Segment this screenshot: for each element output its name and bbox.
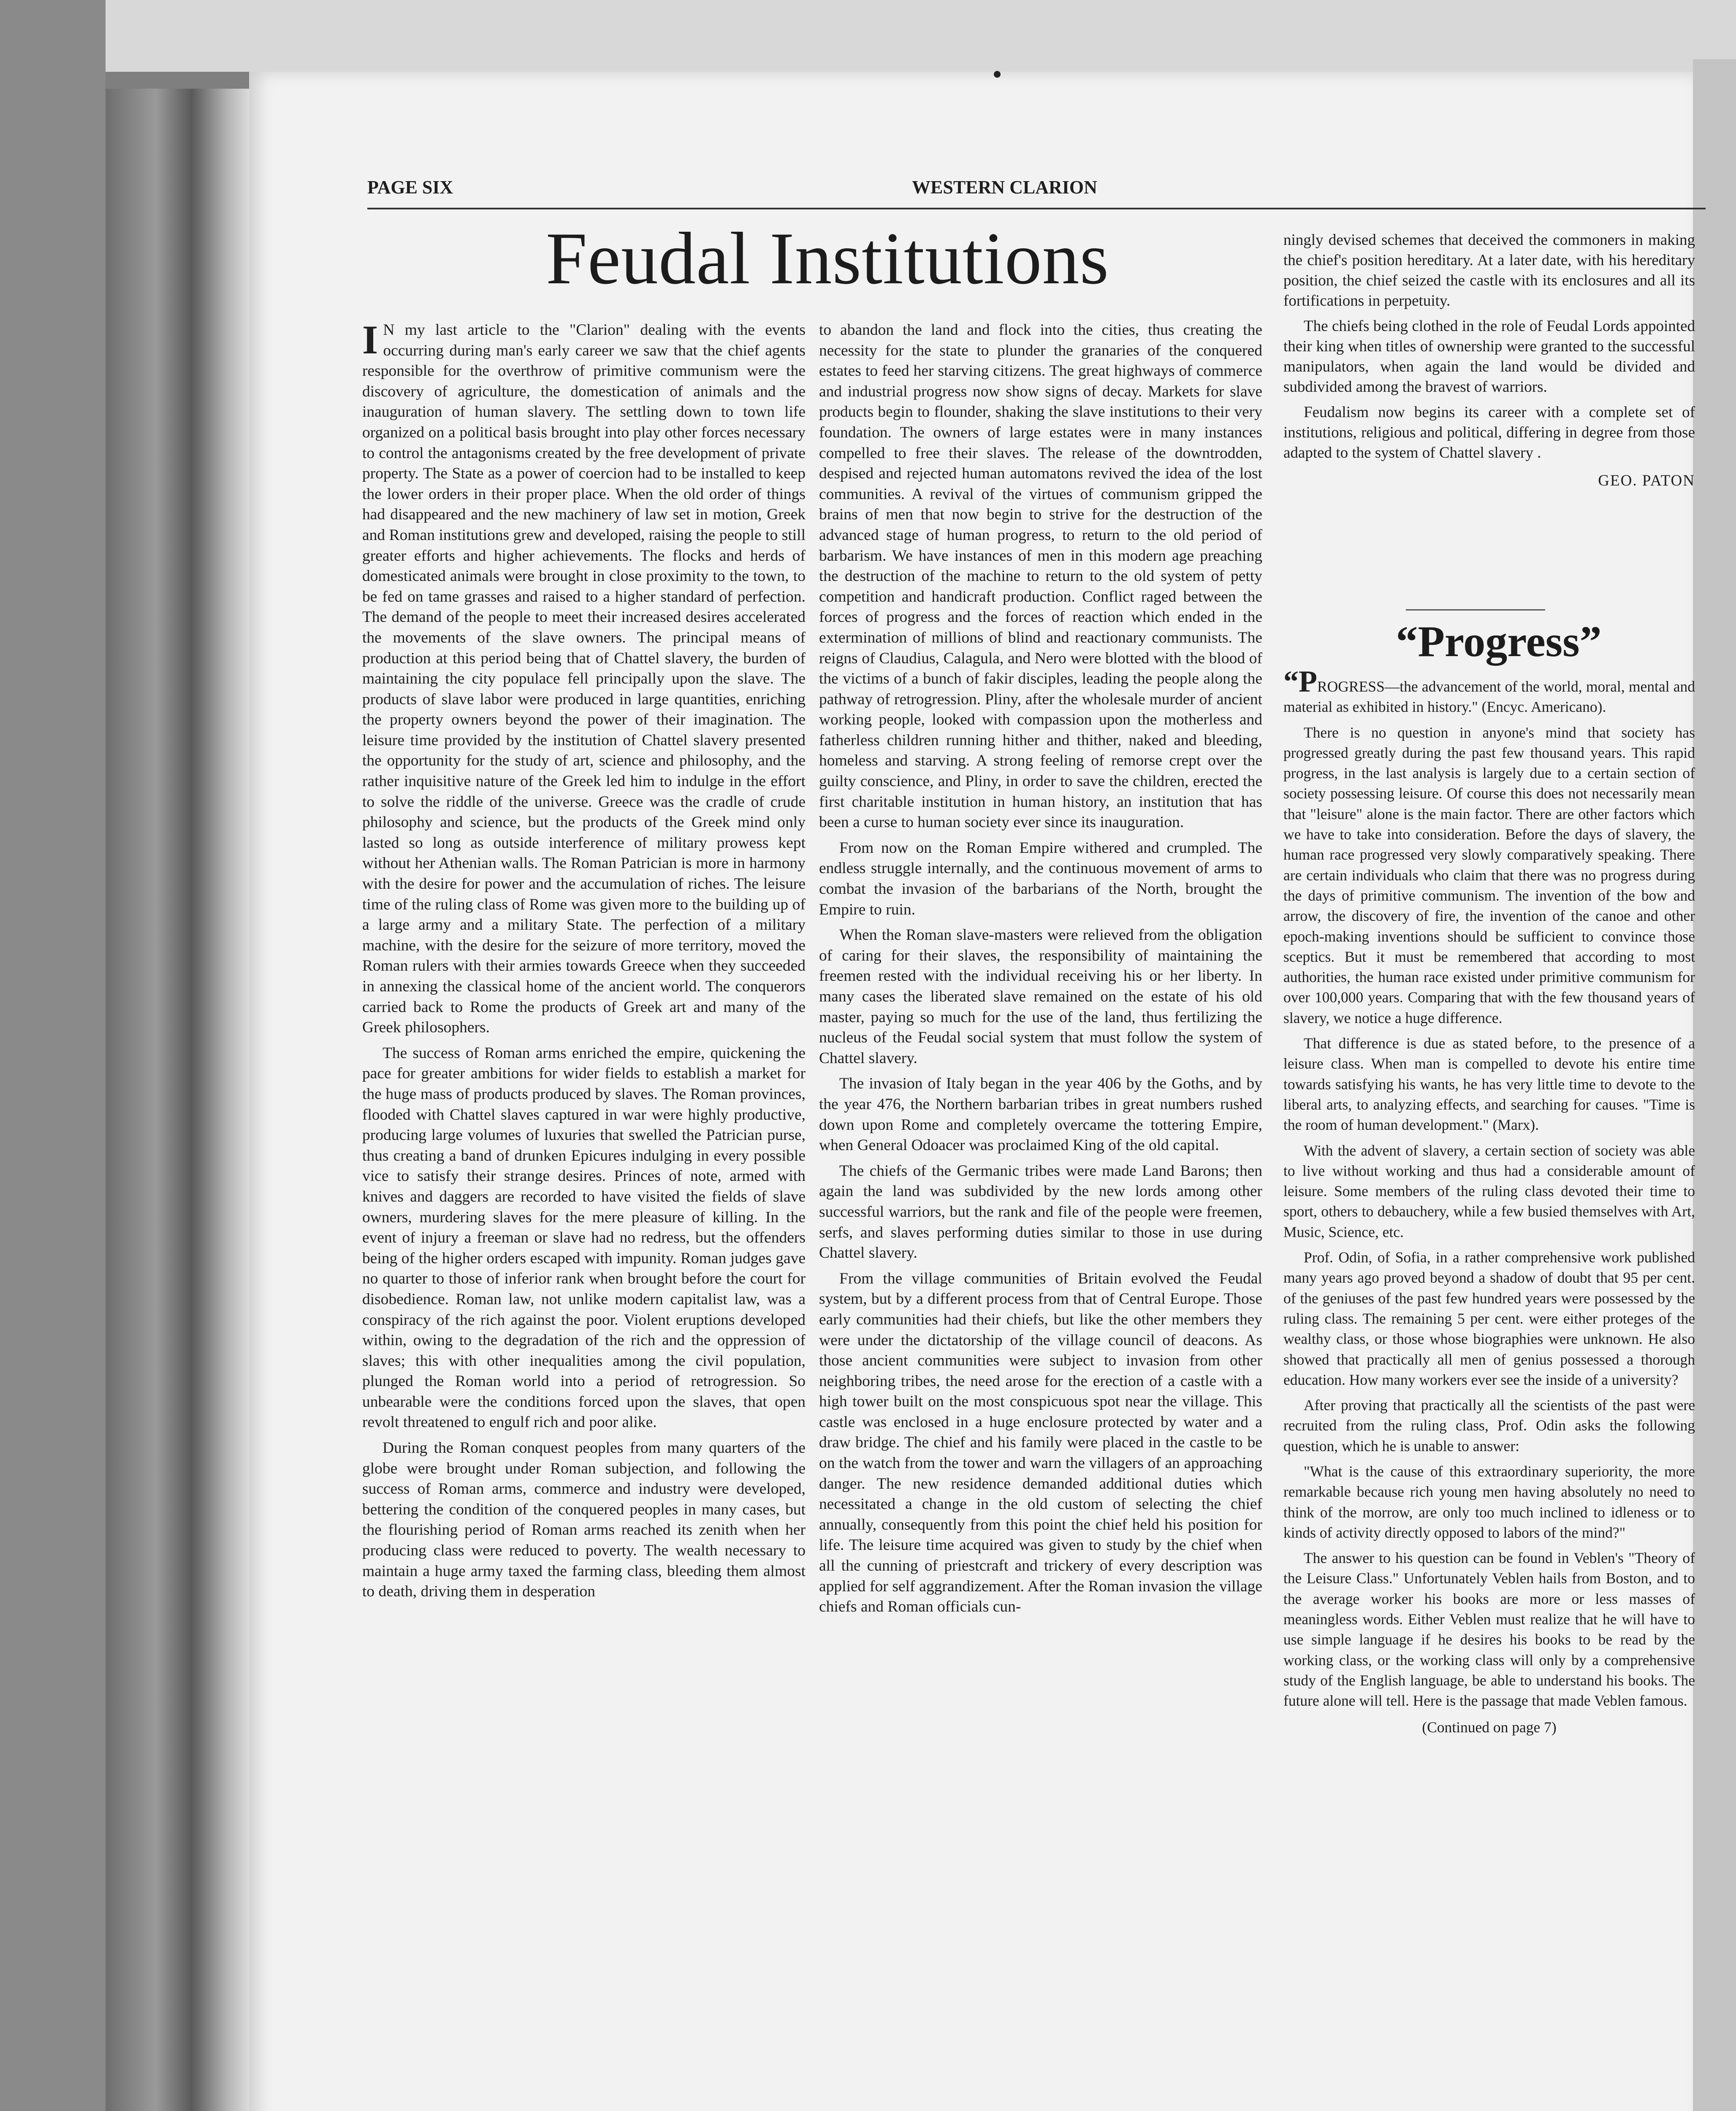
article-title-progress: “Progress”	[1396, 617, 1602, 666]
article-paragraph: With the advent of slavery, a certain section of society was able to live without working and thus had a considerable amount of leisure. Some members of the ruling class devoted their time to sport, others to debauchery, while a few busied themselves with Art, Music, Science, etc.	[1283, 1142, 1695, 1240]
quote-drop-cap: “P	[1283, 671, 1317, 698]
article-column-progress	[1283, 671, 1695, 2111]
header-rule	[367, 208, 1706, 209]
article-paragraph: From now on the Roman Empire withered and crumpled. The endless struggle internally, and the continuous movement of arms to combat the invasion of the barbarians of the North, brought the Empire to ruin.	[819, 839, 1262, 918]
drop-cap: I	[362, 320, 378, 362]
masthead: WESTERN CLARION	[912, 177, 1097, 198]
article-paragraph: There is no question in anyone's mind that society has progressed greatly during the past few thousand years. This rapid progress, in the last analysis is largely due to a certain section of society possessing leisure. Of course this does not necessarily mean that "leisure" alone is the main factor. There are other factors which we have to take into consideration. Before the days of slavery, the human race progressed very slowly comparatively speaking. There are certain individuals who claim that there was no progress during the days of primitive communism. The invention of the bow and arrow, the discovery of fire, the invention of the canoe and other epoch-making inventions should be sufficient to convince those sceptics. But it must be remembered that according to most authorities, the human race existed under primitive communism for over 100,000 years. Comparing that with the few thousand years of slavery, we notice a huge difference.	[1283, 724, 1695, 1026]
article-paragraph: During the Roman conquest peoples from many quarters of the globe were brought under Roman subjection, and following the success of Roman arms, commerce and industry were developed, bettering the condition of the conquered peoples in many cases, but the flourishing period of Roman arms reached its zenith when her producing class were reduced to poverty. The wealth necessary to maintain a huge army taxed the farming class, bleeding them almost to death, driving them in desperation	[362, 1439, 806, 1601]
article-divider	[1406, 609, 1545, 611]
article-paragraph: That difference is due as stated before, to the presence of a leisure class. When man is compelled to devote his entire time towards satisfying his wants, he has very little time to devote to the liberal arts, to analyzing effects, and searching for causes. "Time is the room of human development." (Marx).	[1283, 1035, 1695, 1134]
article-paragraph: The chiefs being clothed in the role of Feudal Lords appointed their king when titles of ownership were granted to the successful manipulators, when again the land would be divided and subdivided among the bravest of warriors.	[1283, 317, 1695, 396]
opening-quotation: “PROGRESS—the advancement of the world, moral, mental and material as exhibited in history." (Encyc. Americano).	[1283, 671, 1695, 717]
article-paragraph: ningly devised schemes that deceived the commoners in making the chief's position hereditary. At a later date, with his hereditary position, the chief seized the castle with its enclosures and all its fortifications in perpetuity.	[1283, 231, 1695, 309]
page-label: PAGE SIX	[367, 177, 453, 198]
page-header	[367, 176, 1706, 207]
article-paragraph: I N my last article to the "Clarion" dealing with the events occurring during man's early career we saw that the chief agents responsible for the overthrow of primitive communism were the discovery of agriculture, the domestication of animals and the inauguration of human slavery. The settling down to town life organized on a political basis brought into play other forces necessary to control the antagonisms created by the free development of private property. The State as a power of coercion had to be installed to keep the lower orders in their proper place. When the old order of things had disappeared and the new machinery of law set in motion, Greek and Roman institutions grew and developed, raising the people to still greater efforts and higher achievements. The flocks and herds of domesticated animals were brought in close proximity to the town, to be fed on tame grasses and raised to a higher standard of perfection. The demand of the people to meet their increased desires accelerated the movements of the slave owners. The principal means of production at this period being that of Chattel slavery, the burden of maintaining the city populace fell principally upon the slave. The products of slave labor were produced in large quantities, enriching the property owners beyond the power of their imagination. The leisure time provided by the institution of Chattel slavery presented the opportunity for the study of art, science and philosophy, and the rather inquisitive nature of the Greek led him to indulge in the effort to solve the riddle of the universe. Greece was the cradle of crude philosophy and science, but the products of the Greek mind only lasted so long as outside interference of military prowess kept without her Athenian walls. The Roman Patrician is more in harmony with the desire for power and the accumulation of riches. The leisure time of the ruling class of Rome was given more to the building up of a large army and a military State. The perfection of a military machine, with the desire for the seizure of more territory, moved the Roman rulers with their armies towards Greece when they succeeded in annexing the classical home of the ancient world. The conquerors carried back to Rome the products of Greek art and many of the Greek philosophers.	[362, 320, 806, 1037]
article-paragraph: to abandon the land and flock into the cities, thus creating the necessity for the state to plunder the granaries of the conquered estates to feed her starving citizens. The great highways of commerce and industrial progress now show signs of decay. Markets for slave products begin to flounder, shaking the slave institutions to their very foundation. The owners of large estates were in many instances compelled to free their slaves. The release of the downtrodden, despised and rejected human automatons revived the idea of the lost communities. A revival of the virtues of communism gripped the brains of men that now begin to strive for the destruction of the advanced stage of human progress, to return to the old period of barbarism. We have instances of men in this modern age preaching the destruction of the machine to return to the old system of petty competition and handicraft production. Conflict raged between the forces of progress and the forces of reaction which ended in the extermination of millions of blind and reactionary communists. The reigns of Claudius, Calagula, and Nero were blotted with the blood of the victims of a bunch of fakir disciples, leading the people along the pathway of retrogression. Pliny, after the wholesale murder of ancient working people, looked with compassion upon the motherless and fatherless children running hither and thither, naked and bleeding, homeless and starving. A strong feeling of remorse crept over the guilty conscience, and Pliny, in order to save the children, erected the first charitable institution in human history, an institution that has been a curse to human society ever since its inauguration.	[819, 321, 1262, 831]
article-title-feudal-institutions: Feudal Institutions	[545, 217, 1109, 300]
scan-background-top	[0, 0, 1736, 72]
article-paragraph: The chiefs of the Germanic tribes were made Land Barons; then again the land was subdivided by the new lords among other successful warriors, but the rank and file of the people were freemen, serfs, and slaves performing duties similar to those in use during Chattel slavery.	[819, 1162, 1262, 1262]
article-paragraph: Feudalism now begins its career with a complete set of institutions, religious and political, differing in degree from those adapted to the system of Chattel slavery .	[1283, 404, 1695, 461]
author-signature: GEO. PATON	[1598, 472, 1695, 489]
article-paragraph: Prof. Odin, of Sofia, in a rather comprehensive work published many years ago proved beyond a shadow of doubt that 95 per cent. of the geniuses of the past few hundred years were possessed by the ruling class. The remaining 5 per cent. were either proteges of the wealthy class, or those whose biographies were unknown. He also showed that practically all men of genius possessed a thorough education. How many workers ever see the inside of a university?	[1283, 1249, 1695, 1388]
article-paragraph: When the Roman slave-masters were relieved from the obligation of caring for their slaves, the responsibility of maintaining the freemen rested with the individual receiving his or her liberty. In many cases the liberated slave remained on the estate of his old master, paying so much for the use of the land, thus fertilizing the nucleus of the Feudal social system that must follow the system of Chattel slavery.	[819, 926, 1262, 1067]
article-paragraph: The success of Roman arms enriched the empire, quickening the pace for greater ambitions for wider fields to establish a market for the huge mass of products produced by slaves. The Roman provinces, flooded with Chattel slaves captured in war were highly productive, producing large volumes of luxuries that swelled the Patrician purse, thus creating a band of drunken Epicures indulging in every possible vice to satisfy their strange desires. Princes of note, armed with knives and daggers are recorded to have visited the fields of slave owners, murdering slaves for the mere pleasure of killing. In the event of injury a freeman or slave had no redress, but the offenders being of the higher orders escaped with impunity. Roman judges gave no quarter to those of inferior rank when brought before the court for disobedience. Roman law, not unlike modern capitalist law, was a conspiracy of the rich against the poor. Violent eruptions developed within, owing to the degradation of the rich and the oppression of slaves; this with other inequalities among the civil population, plunged the Roman world into a period of retrogression. So unbearable were the conditions forced upon the slaves, that open revolt threatened to engulf rich and poor alike.	[362, 1044, 806, 1431]
article-paragraph: The invasion of Italy began in the year 406 by the Goths, and by the year 476, the Northern barbarian tribes in great numbers rushed down upon Rome and completely overcame the tottering Empire, when General Odoacer was proclaimed King of the old capital.	[819, 1075, 1262, 1154]
article-column-3-continuation	[1283, 230, 1695, 564]
article-column-1	[362, 320, 806, 2111]
page-edge-right	[1693, 59, 1736, 2111]
article-paragraph: From the village communities of Britain evolved the Feudal system, but by a different process from that of Central Europe. Those early communities had their chiefs, but like the other members they were under the dictatorship of the village council of deacons. As those ancient communities were subject to invasion from other neighboring tribes, the need arose for the erection of a castle with a high tower built on the most conspicuous spot near the village. This castle was enclosed in a huge enclosure protected by water and a draw bridge. The chief and his family were placed in the castle to be on the watch from the tower and warn the villagers of an approaching danger. The new residence demanded additional duties which necessitated a change in the old custom of selecting the chief annually, consequently from this point the chief held his position for life. The leisure time acquired was given to study by the chief when all the cunning of priestcraft and trickery of every description was applied for self aggrandizement. After the Roman invasion the village chiefs and Roman officials cun-	[819, 1270, 1262, 1616]
article-paragraph: "What is the cause of this extraordinary superiority, the more remarkable because rich young men having absolutely no need to think of the morrow, are only too much inclined to idleness or to kinds of activity directly opposed to labors of the mind?"	[1283, 1463, 1695, 1541]
continued-notice: (Continued on page 7)	[1422, 1718, 1557, 1736]
scan-background-left	[0, 0, 106, 2111]
article-column-2	[819, 320, 1262, 2111]
scan-mark	[994, 71, 1001, 78]
book-binding	[106, 89, 249, 2111]
article-paragraph: After proving that practically all the scientists of the past were recruited from the ruling class, Prof. Odin asks the following question, which he is unable to answer:	[1283, 1397, 1695, 1454]
article-paragraph: The answer to his question can be found in Veblen's "Theory of the Leisure Class." Unfortunately Veblen hails from Boston, and to the average worker his books are more or less masses of meaningless words. Either Veblen must realize that he will have to use simple language if he desires his books to be read by the working class, or the working class will only by a comprehensive study of the English language, be able to understand his books. The future alone will tell. Here is the passage that made Veblen famous.	[1283, 1549, 1695, 1709]
